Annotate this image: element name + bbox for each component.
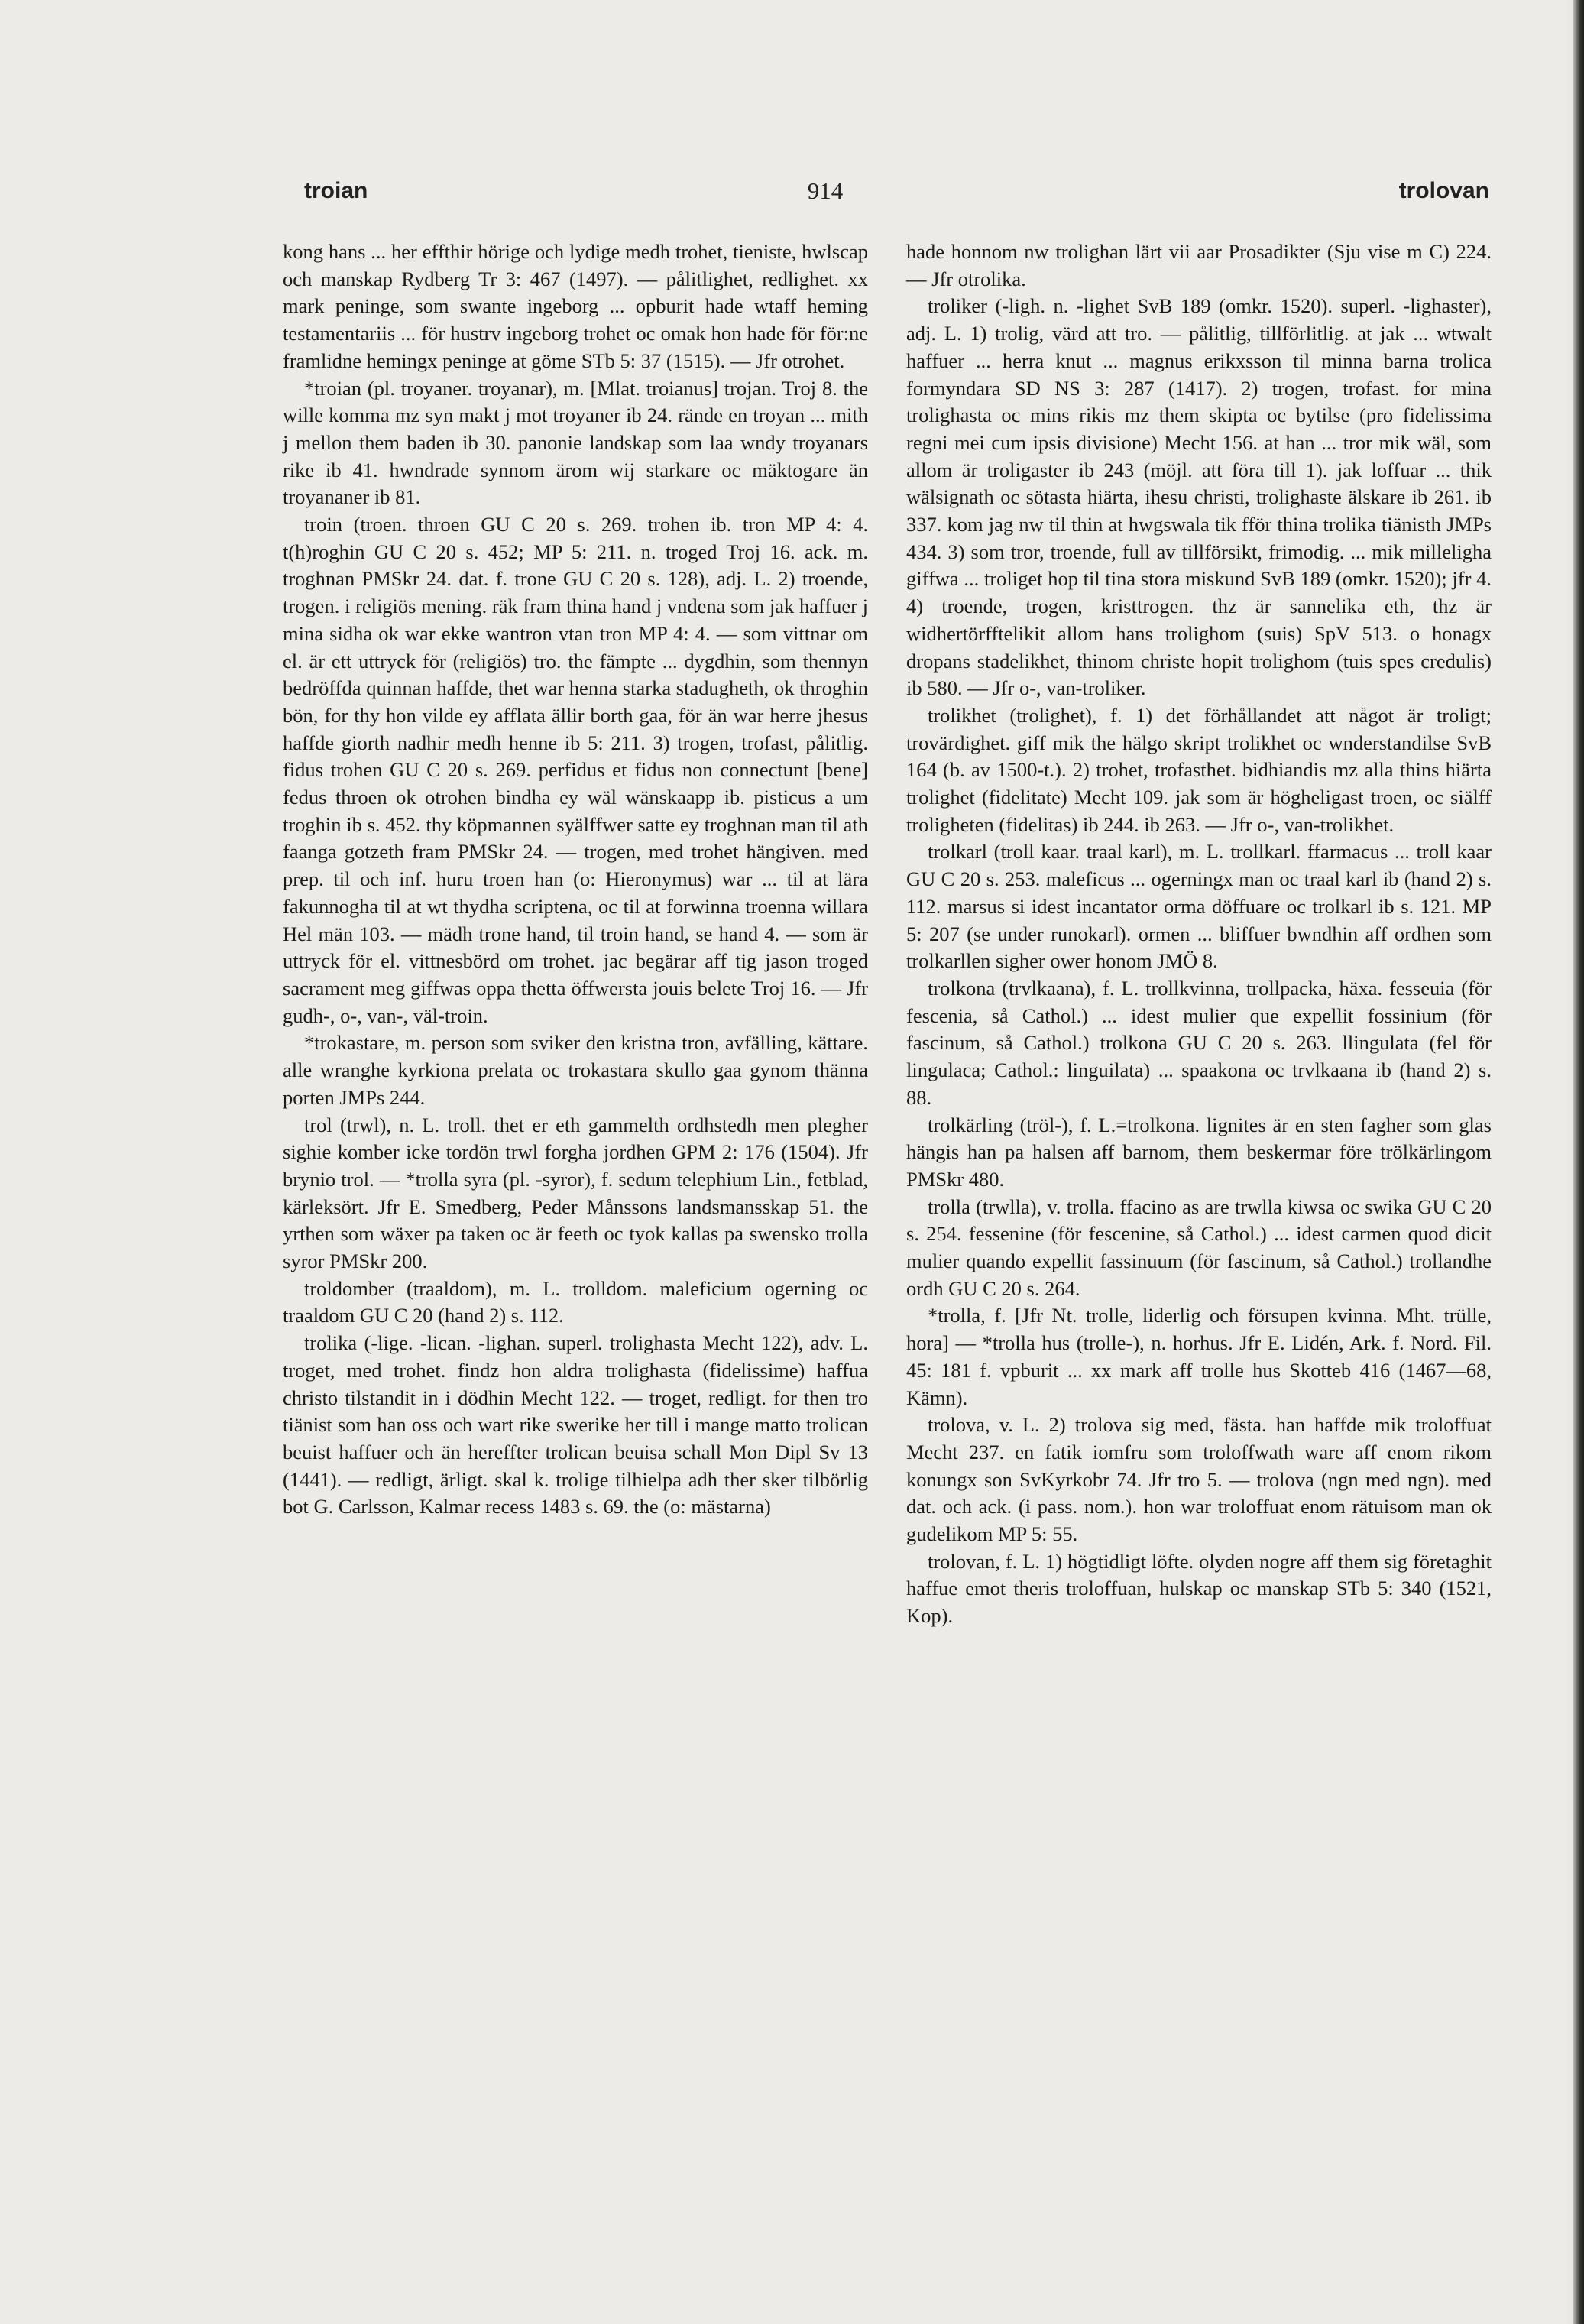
entry-trolkarling: trolkärling (tröl-), f. L.=trolkona. lignites är en sten fagher som glas hängis han pa halsen aff barnom, them beskermar före trölkärlingom PMSkr 480. xyxy=(906,1113,1492,1191)
page-number: 914 xyxy=(807,177,844,204)
entry-trolla-verb: trolla (trwlla), v. trolla. ffacino as are trwlla kiwsa oc swika GU C 20 s. 254. fessenine (för fescenine, så Cathol.) ... idest carmen quod dicit mulier quando expellit fassinuum (för fascinum, så Cathol.) trollandhe ordh GU C 20 s. 264. xyxy=(906,1194,1492,1300)
entry-paragraph: kong hans ... her effthir hörige och lydige medh trohet, tieniste, hwlscap och manskap Rydberg Tr 3: 467 (1497). — pålitlighet, redlighet. xx mark peninge, som swante ingeborg ... opburit hade wtaff heming testamentariis ... för hustrv ingeborg trohet oc omak hon hade för för:ne framlidne hemingx peninge at göme STb 5: 37 (1515). — Jfr otrohet. xyxy=(283,240,868,372)
entry-paragraph: hade honnom nw trolighan lärt vii aar Prosadikter (Sju vise m C) 224. — Jfr otrolika. xyxy=(906,240,1492,290)
running-head-right: trolovan xyxy=(1398,178,1489,203)
entry-troliker: troliker (-ligh. n. -lighet SvB 189 (omkr. 1520). superl. -lighaster), adj. L. 1) trolig, värd att tro. — pålitlig, tillförlitlig. at jak ... wtwalt haffuer ... herra knut ... magnus erikxsson til minna barna trolica formyndara SD NS 3: 287 (1417). 2) trogen, trofast. for mina trolighasta oc mins rikis mz them skipta oc bytilse (pro fidelissima regni mei cum ipsis divisione) Mecht 156. at han ... tror mik wäl, som allom är troligaster ib 243 (möjl. att föra till 1). jak loffuar ... thik wälsignath oc sötasta hiärta, ihesu christi, trolighaste älskare ib 261. ib 337. kom jag nw til thin at hwgswala tik fför thina trolika tiänisth JMPs 434. 3) som tror, troende, full av tillförsikt, frimodig. ... mik milleligha giffwa ... troliget hop til tina stora miskund SvB 189 (omkr. 1520); jfr 4. 4) troende, trogen, kristtrogen. thz är sannelika eth, thz är widhertörfftelikit allom hans trolighom (suis) SpV 513. o honagx dropans stadelikhet, thinom christe hopit trolighom (tuis spes credulis) ib 580. — Jfr o-, van-troliker. xyxy=(906,294,1492,700)
right-column xyxy=(906,238,1492,1630)
page-edge-shadow xyxy=(1573,0,1584,2324)
entry-trolkona: trolkona (trvlkaana), f. L. trollkvinna, trollpacka, häxa. fesseuia (för fescenia, så Cathol.) ... idest mulier que expellit fossinium (för fascinum, så Cathol.) trolkona GU C 20 s. 263. llingulata (fel för lingulaca; Cathol.: linguilata) ... spaakona oc trvlkaana ib (hand 2) s. 88. xyxy=(906,976,1492,1109)
left-column xyxy=(283,238,868,1521)
entry-troldomber: troldomber (traaldom), m. L. trolldom. maleficium ogerning oc traaldom GU C 20 (hand 2) s. 112. xyxy=(283,1276,868,1327)
entry-troian: *troian (pl. troyaner. troyanar), m. [Mlat. troianus] trojan. Troj 8. the wille komma mz syn makt j mot troyaner ib 24. rände en troyan ... mith j mellon them baden ib 30. panonie landskap som laa wndy troyanars rike ib 41. hwndrade synnom ärom wij starkare oc mäktogare än troyananer ib 81. xyxy=(283,376,868,509)
entry-trolla-noun: *trolla, f. [Jfr Nt. trolle, liderlig och försupen kvinna. Mht. trülle, hora] — *trolla hus (trolle-), n. horhus. Jfr E. Lidén, Ark. f. Nord. Fil. 45: 181 f. vpburit ... xx mark aff trolle hus Skotteb 416 (1467—68, Kämn). xyxy=(906,1304,1492,1409)
entry-troin: troin (troen. throen GU C 20 s. 269. trohen ib. tron MP 4: 4. t(h)roghin GU C 20 s. 452; MP 5: 211. n. troged Troj 16. ack. m. troghnan PMSkr 24. dat. f. trone GU C 20 s. 128), adj. L. 2) troende, trogen. i religiös mening. räk fram thina hand j vndena som jak haffuer j mina sidha ok war ekke wantron vtan tron MP 4: 4. — som vittnar om el. är ett uttryck för (religiös) tro. the fämpte ... dygdhin, som thennyn bedröffda quinnan haffde, thet war henna starka stadugheth, ok throghin bön, for thy hon vilde ey afflata ällir borth gaa, för än war herre jhesus haffde giorth nadhir medh henne ib 5: 211. 3) trogen, trofast, pålitlig. fidus trohen GU C 20 s. 269. perfidus et fidus non connectunt [bene] fedus throen ok otrohen bindha ey wäl wänskaapp ib. pisticus a um troghin ib s. 452. thy köpmannen syälffwer satte ey troghnan man til ath faanga gotzeth fram PMSkr 24. — trogen, med trohet hängiven. med prep. til och inf. huru troen han (o: Hieronymus) war ... til at lära fakunnogha til at wt thydha scriptena, oc til at forwinna troenna willara Hel män 103. — mädh trone hand, til troin hand, se hand 4. — som är uttryck för el. vittnesbörd om trohet. jac begärar aff tig jason troged sacrament meg giffwas oppa thetta öffwersta jouis belete Troj 16. — Jfr gudh-, o-, van-, väl-troin. xyxy=(283,513,868,1027)
entry-trokastare: *trokastare, m. person som sviker den kristna tron, avfälling, kättare. alle wranghe kyrkiona prelata oc trokastara skullo gaa gynom thänna porten JMPs 244. xyxy=(283,1031,868,1109)
entry-trolikhet: trolikhet (trolighet), f. 1) det förhållandet att något är troligt; trovärdighet. giff mik the hälgo skript trolikhet oc wnderstandilse SvB 164 (b. av 1500-t.). 2) trohet, trofasthet. bidhiandis mz alla thins hiärta trolighet (fidelitate) Mecht 109. jak som är högheligast troen, oc siälff troligheten (fidelitas) ib 244. ib 263. — Jfr o-, van-trolikhet. xyxy=(906,703,1492,836)
entry-trolkarl: trolkarl (troll kaar. traal karl), m. L. trollkarl. ffarmacus ... troll kaar GU C 20 s. 253. maleficus ... ogerningx man oc traal karl ib (hand 2) s. 112. marsus si idest incantator orma döffuare oc trolkarl ib s. 121. MP 5: 207 (se under runokarl). ormen ... bliffuer bwndhin aff ordhen som trolkarllen sigher ower honom JMÖ 8. xyxy=(906,840,1492,973)
entry-trolova: trolova, v. L. 2) trolova sig med, fästa. han haffde mik troloffuat Mecht 237. en fatik iomfru som troloffwath ware aff enom rikom konungx son SvKyrkobr 74. Jfr tro 5. — trolova (ngn med ngn). med dat. och ack. (i pass. nom.). hon war troloffuat enom rätuisom man ok gudelikom MP 5: 55. xyxy=(906,1413,1492,1546)
entry-trolovan: trolovan, f. L. 1) högtidligt löfte. olyden nogre aff them sig företaghit haffue emot theris troloffuan, hulskap oc manskap STb 5: 340 (1521, Kop). xyxy=(906,1549,1492,1628)
entry-trol: trol (trwl), n. L. troll. thet er eth gammelth ordhstedh men plegher sighie komber icke tordön trwl forgha jordhen GPM 2: 176 (1504). Jfr brynio trol. — *trolla syra (pl. -syror), f. sedum telephium Lin., fetblad, kärleksört. Jfr E. Smedberg, Peder Månssons landsmansskap 51. the yrthen som wäxer pa taken oc är feeth oc tyok kallas pa swensko trolla syror PMSkr 200. xyxy=(283,1113,868,1273)
entry-trolika: trolika (-lige. -lican. -lighan. superl. trolighasta Mecht 122), adv. L. troget, med trohet. findz hon aldra trolighasta (fidelissime) haffua christo tilstandit in i dödhin Mecht 122. — troget, redligt. for then tro tiänist som han oss och wart rike swerike her till i mange matto trolican beuist haffuer och än hereffter trolican beuisa schall Mon Dipl Sv 13 (1441). — redligt, ärligt. skal k. trolige tilhielpa adh ther sker tilbörlig bot G. Carlsson, Kalmar recess 1483 s. 69. the (o: mästarna) xyxy=(283,1331,868,1519)
running-head-left: troian xyxy=(304,178,368,203)
